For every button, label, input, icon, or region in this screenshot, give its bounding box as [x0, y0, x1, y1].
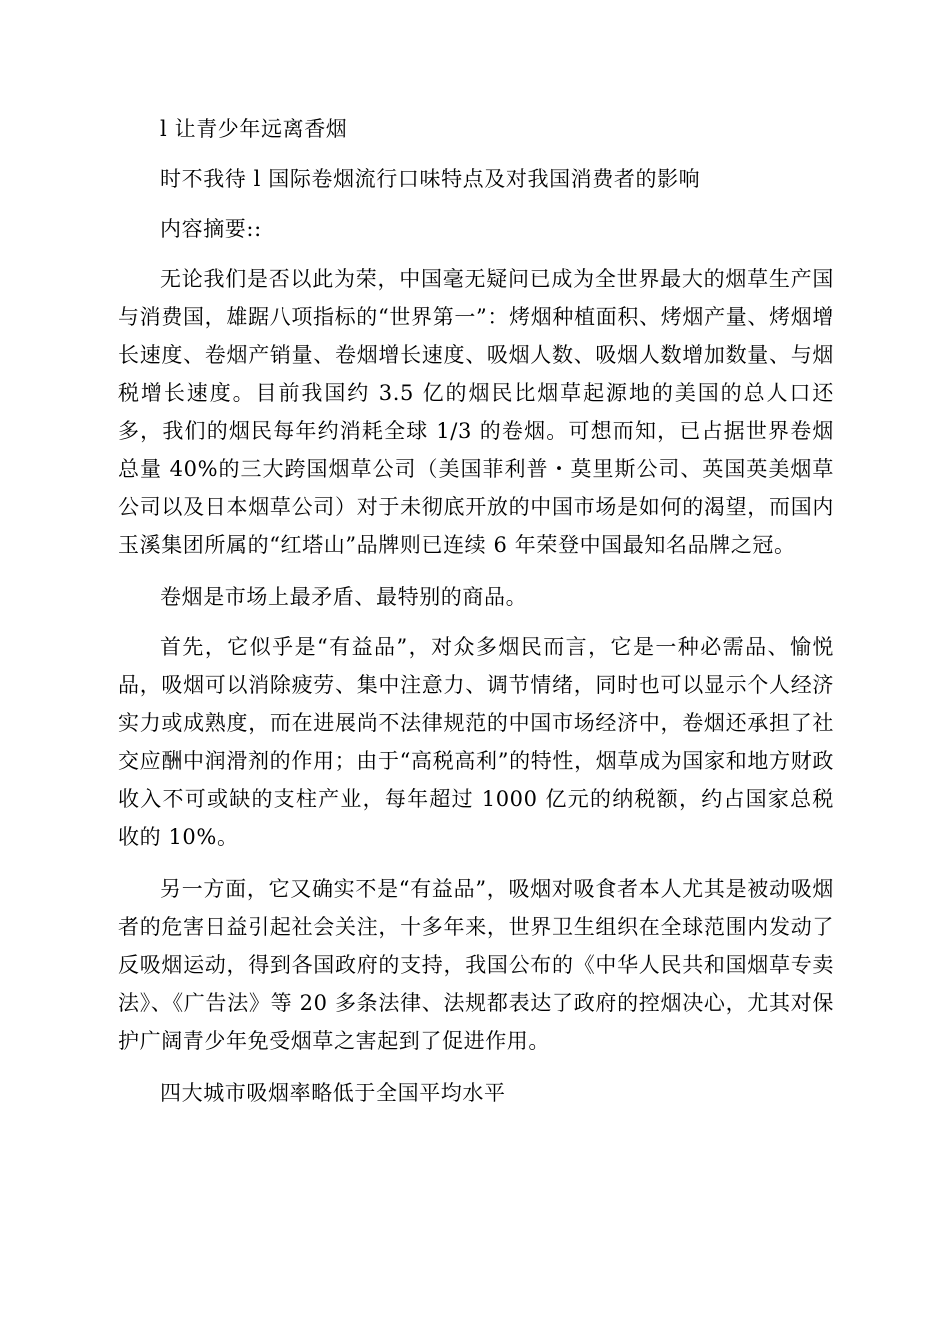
section-heading: 四大城市吸烟率略低于全国平均水平 — [160, 1081, 506, 1105]
document-subtitle: 时不我待 l 国际卷烟流行口味特点及对我国消费者的影响 — [160, 167, 701, 191]
paragraph-first: 首先，它似乎是“有益品”，对众多烟民而言，它是一种必需品、愉悦品，吸烟可以消除疲劳、集中注意力、调节情绪，同时也可以显示个人经济实力或成熟度，而在进展尚不法律规范的中国市场经济中，卷烟还承担了社交应酬中润滑剂的作用；由于“高税高利”的特性，烟草成为国家和地方财政收入不可或缺的支柱产业，每年超过 1000 亿元的纳税额，约占国家总税收的 10%。 — [118, 635, 834, 849]
document-body — [118, 110, 834, 1124]
document-title: l 让青少年远离香烟 — [160, 117, 348, 141]
paragraph-contradiction: 卷烟是市场上最矛盾、最特别的商品。 — [160, 585, 528, 609]
paragraph-second: 另一方面，它又确实不是“有益品”，吸烟对吸食者本人尤其是被动吸烟者的危害日益引起社会关注，十多年来，世界卫生组织在全球范围内发动了反吸烟运动，得到各国政府的支持，我国公布的《中华人民共和国烟草专卖法》、《广告法》等 20 多条法律、法规都表达了政府的控烟决心，尤其对保护广阔青少年免受烟草之害起到了促进作用。 — [118, 877, 834, 1053]
abstract-label: 内容摘要:: — [160, 217, 262, 241]
paragraph-intro: 无论我们是否以此为荣，中国毫无疑问已成为全世界最大的烟草生产国与消费国，雄踞八项指标的“世界第一”：烤烟种植面积、烤烟产量、烤烟增长速度、卷烟产销量、卷烟增长速度、吸烟人数、吸烟人数增加数量、与烟税增长速度。目前我国约 3.5 亿的烟民比烟草起源地的美国的总人口还多，我们的烟民每年约消耗全球 1/3 的卷烟。可想而知，已占据世界卷烟总量 40%的三大跨国烟草公司（美国菲利普・莫里斯公司、英国英美烟草公司以及日本烟草公司）对于未彻底开放的中国市场是如何的渴望，而国内玉溪集团所属的“红塔山”品牌则已连续 6 年荣登中国最知名品牌之冠。 — [118, 267, 834, 557]
